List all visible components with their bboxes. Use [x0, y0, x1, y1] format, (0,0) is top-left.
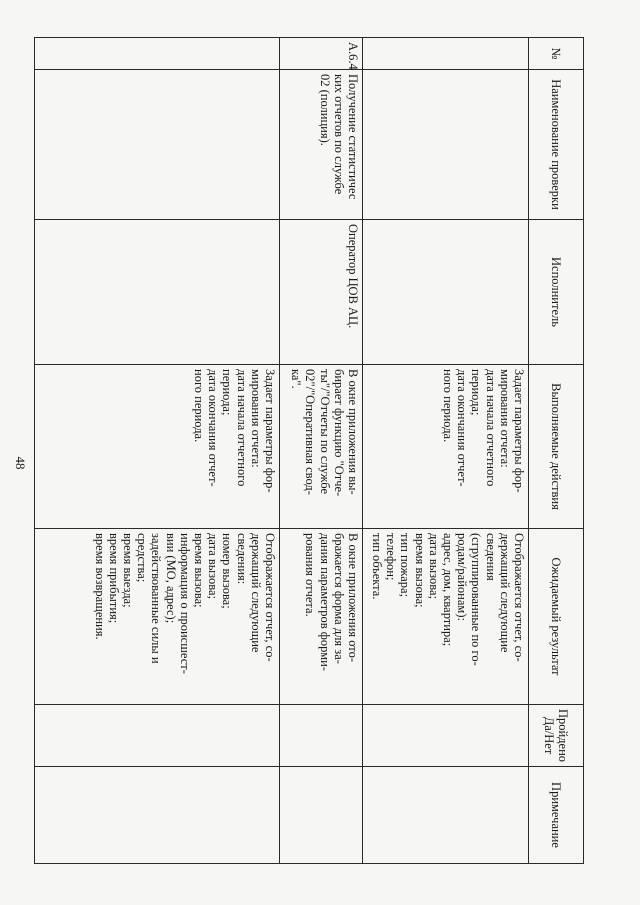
page-number: 48: [13, 456, 28, 470]
table-header-row: [529, 38, 584, 864]
header-note: Примечание: [529, 767, 584, 864]
header-check-name: Наименование проверки: [529, 70, 584, 220]
cell-actions: Задает параметры фор- мирования отчета: дата начала отчетного периода; дата окончания отчет- ного периода.: [363, 365, 529, 529]
cell-check-name: Получение статистичес ких отчетов по службе 02 (полиция).: [280, 70, 363, 220]
table-row: [363, 38, 529, 864]
test-table: [34, 37, 584, 864]
table-row: [35, 38, 280, 864]
header-number: №: [529, 38, 584, 70]
cell-passed: [280, 705, 363, 767]
test-table-rotated: [34, 37, 584, 863]
header-passed: Пройдено Да/Нет: [529, 705, 584, 767]
table-row: [280, 38, 363, 864]
cell-actions: В окне приложения вы- бирает функцию "Отче- ты"/"Отчеты по службе 02"/"Оперативная свод- ка".: [280, 365, 363, 529]
cell-note: [280, 767, 363, 864]
cell-number: [363, 38, 529, 70]
cell-expected-result: В окне приложения ото- бражается форма для за- дания параметров форми- рования отчета.: [280, 529, 363, 705]
cell-passed: [363, 705, 529, 767]
cell-actions: Задает параметры фор- мирования отчета: дата начала отчетного периода; дата окончания отчет- ного периода.: [35, 365, 280, 529]
cell-number: А.6.4: [280, 38, 363, 70]
cell-note: [363, 767, 529, 864]
cell-executor: [35, 220, 280, 365]
cell-executor: Оператор ЦОВ АЦ.: [280, 220, 363, 365]
cell-check-name: [363, 70, 529, 220]
header-executor: Исполнитель: [529, 220, 584, 365]
cell-number: [35, 38, 280, 70]
cell-expected-result: Отображается отчет, со- держащий следующие сведения: номер вызова; дата вызова; время вызова; информация о происшест- вии (МО, адрес); задействованные силы и средства; время выезда; время прибытия; время возвращения.: [35, 529, 280, 705]
cell-check-name: [35, 70, 280, 220]
header-actions: Выполняемые действия: [529, 365, 584, 529]
cell-executor: [363, 220, 529, 365]
cell-passed: [35, 705, 280, 767]
cell-expected-result: Отображается отчет, со- держащий следующие сведения (сгруппированные по го- родам/районам): адрес, дом, квартира; дата вызова; время вызова; тип пожара; телефон; тип объекта.: [363, 529, 529, 705]
header-expected-result: Ожидаемый результат: [529, 529, 584, 705]
cell-note: [35, 767, 280, 864]
